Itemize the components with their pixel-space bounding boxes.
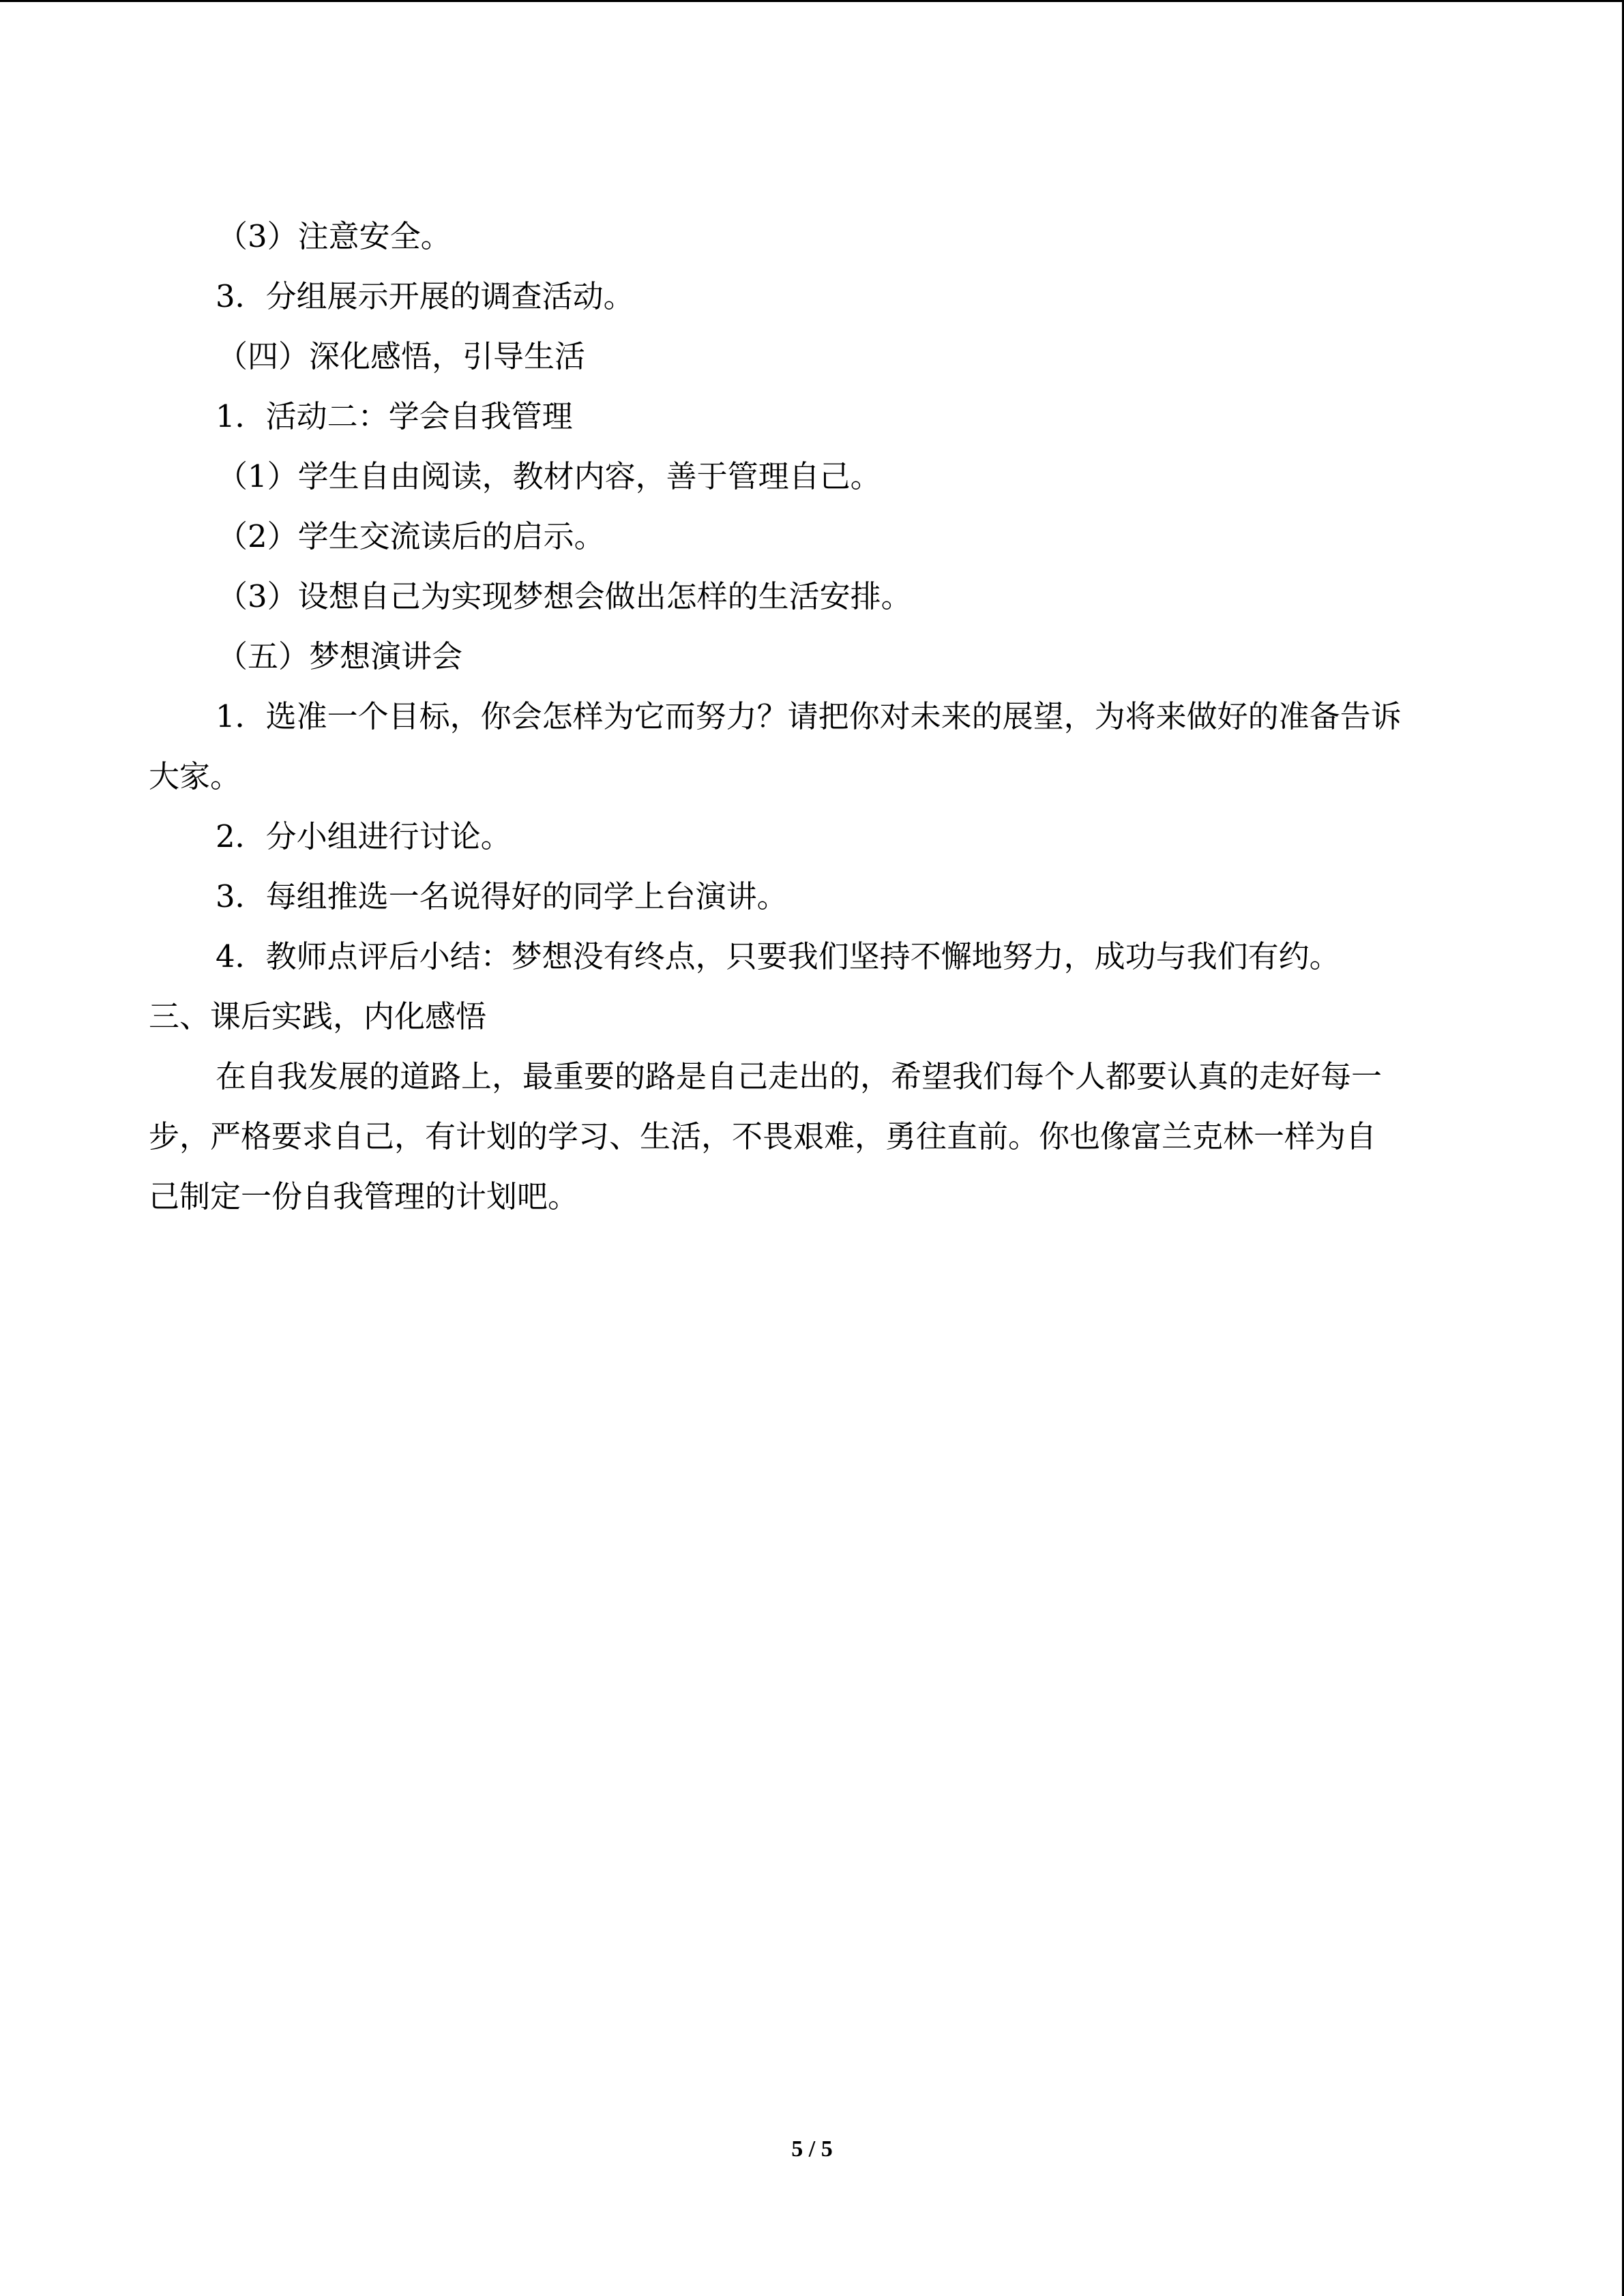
page-number: 5 / 5	[791, 2136, 833, 2162]
list-item-summary: 4．教师点评后小结：梦想没有终点，只要我们坚持不懈地努力，成功与我们有约。	[216, 938, 1340, 974]
list-item-activity-two: 1．活动二：学会自我管理	[216, 398, 573, 434]
list-item-exchange: （2）学生交流读后的启示。	[217, 518, 605, 554]
list-item-imagine: （3）设想自己为实现梦想会做出怎样的生活安排。	[217, 578, 912, 614]
list-item-group-show: 3．分组展示开展的调查活动。	[216, 278, 634, 314]
list-item-choose-goal: 1．选准一个目标，你会怎样为它而努力？请把你对未来的展望，为将来做好的准备告诉	[216, 698, 1402, 734]
list-item-choose-goal-cont: 大家。	[149, 758, 241, 794]
document-body	[149, 207, 1475, 1227]
paragraph-line-2: 步，严格要求自己，有计划的学习、生活，不畏艰难，勇往直前。你也像富兰克林一样为自	[149, 1118, 1377, 1154]
section-heading-four: （四）深化感悟，引导生活	[217, 338, 586, 374]
paragraph-line-3: 己制定一份自我管理的计划吧。	[149, 1178, 579, 1214]
section-heading-five: （五）梦想演讲会	[217, 638, 463, 674]
list-item-speech: 3．每组推选一名说得好的同学上台演讲。	[216, 878, 788, 914]
section-heading-three: 三、课后实践，内化感悟	[149, 998, 487, 1034]
list-item-safety: （3）注意安全。	[217, 218, 452, 254]
list-item-group-discuss: 2．分小组进行讨论。	[216, 818, 512, 854]
list-item-free-reading: （1）学生自由阅读，教材内容，善于管理自己。	[217, 458, 881, 494]
paragraph-line-1: 在自我发展的道路上，最重要的路是自己走出的，希望我们每个人都要认真的走好每一	[216, 1058, 1383, 1094]
